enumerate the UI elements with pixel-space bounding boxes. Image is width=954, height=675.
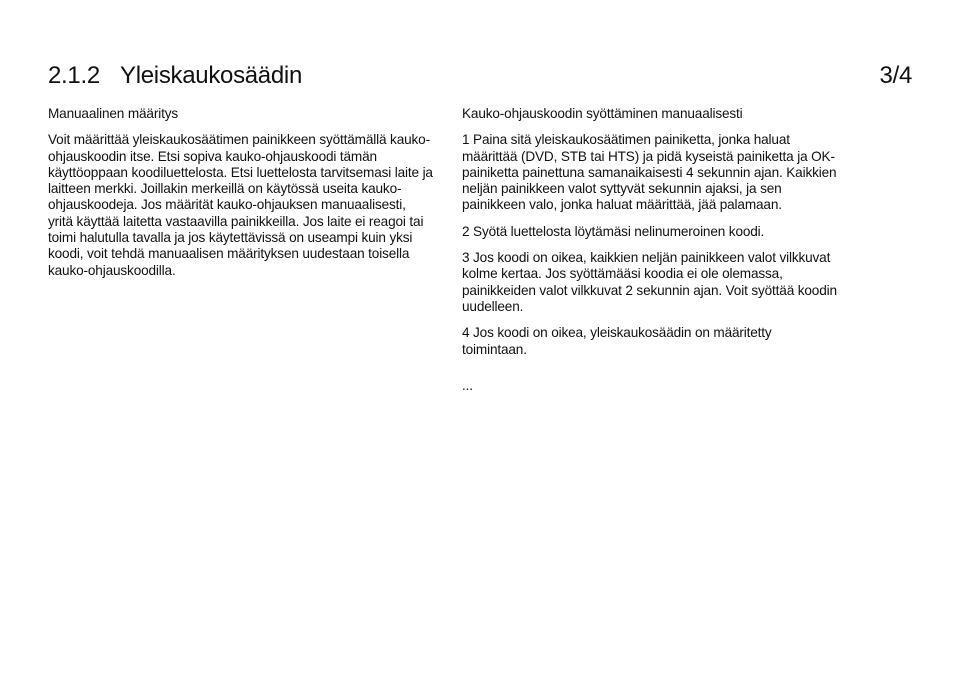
- step-3: 3 Jos koodi on oikea, kaikkien neljän painikkeen valot vilkkuvat kolme kertaa. Jos syöttämääsi koodia ei ole olemassa, painikkeiden valot vilkkuvat 2 sekunnin ajan. Voit syöttää koodin uudelleen.: [462, 250, 837, 314]
- step-4: 4 Jos koodi on oikea, yleiskaukosäädin on määritetty toimintaan.: [462, 325, 772, 357]
- left-column: [48, 106, 433, 289]
- section-number: 2.1.2: [48, 62, 100, 89]
- step-1: 1 Paina sitä yleiskaukosäätimen painiketta, jonka haluat määrittää (DVD, STB tai HTS) ja pidä kyseistä painiketta ja OK-painiketta painettuna samanaikaisesti 4 sekunnin ajan. Kaikkien neljän painikkeen valot syttyvät sekunnin ajaksi, ja sen painikkeen valo, jonka haluat määrittää, jää palamaan.: [462, 132, 837, 213]
- subheading-enter-code: Kauko-ohjauskoodin syöttäminen manuaalisesti: [462, 106, 743, 121]
- page-header: [48, 60, 912, 94]
- subheading-manual-setup: Manuaalinen määritys: [48, 106, 178, 121]
- page-indicator: 3/4: [879, 62, 912, 89]
- body-paragraph: Voit määrittää yleiskaukosäätimen painikkeen syöttämällä kauko-ohjauskoodin itse. Etsi sopiva kauko-ohjauskoodi tämän käyttöoppaan koodiluettelosta. Etsi luettelosta tarvitsemasi laite ja laitteen merkki. Joillakin merkeillä on käytössä useita kauko-ohjauskoodeja. Jos määrität kauko-ohjauksen manuaalisesti, yritä käyttää laitetta vastaavilla painikkeilla. Jos laite ei reagoi tai toimi halutulla tavalla ja jos käytettävissä on useampi kuin yksi koodi, voit tehdä manuaalisen määrityksen uudestaan toisella kauko-ohjauskoodilla.: [48, 132, 433, 278]
- continuation-ellipsis: ...: [462, 377, 473, 393]
- section-title: Yleiskaukosäädin: [120, 62, 302, 89]
- step-2: 2 Syötä luettelosta löytämäsi nelinumeroinen koodi.: [462, 223, 765, 239]
- right-column: [462, 106, 837, 394]
